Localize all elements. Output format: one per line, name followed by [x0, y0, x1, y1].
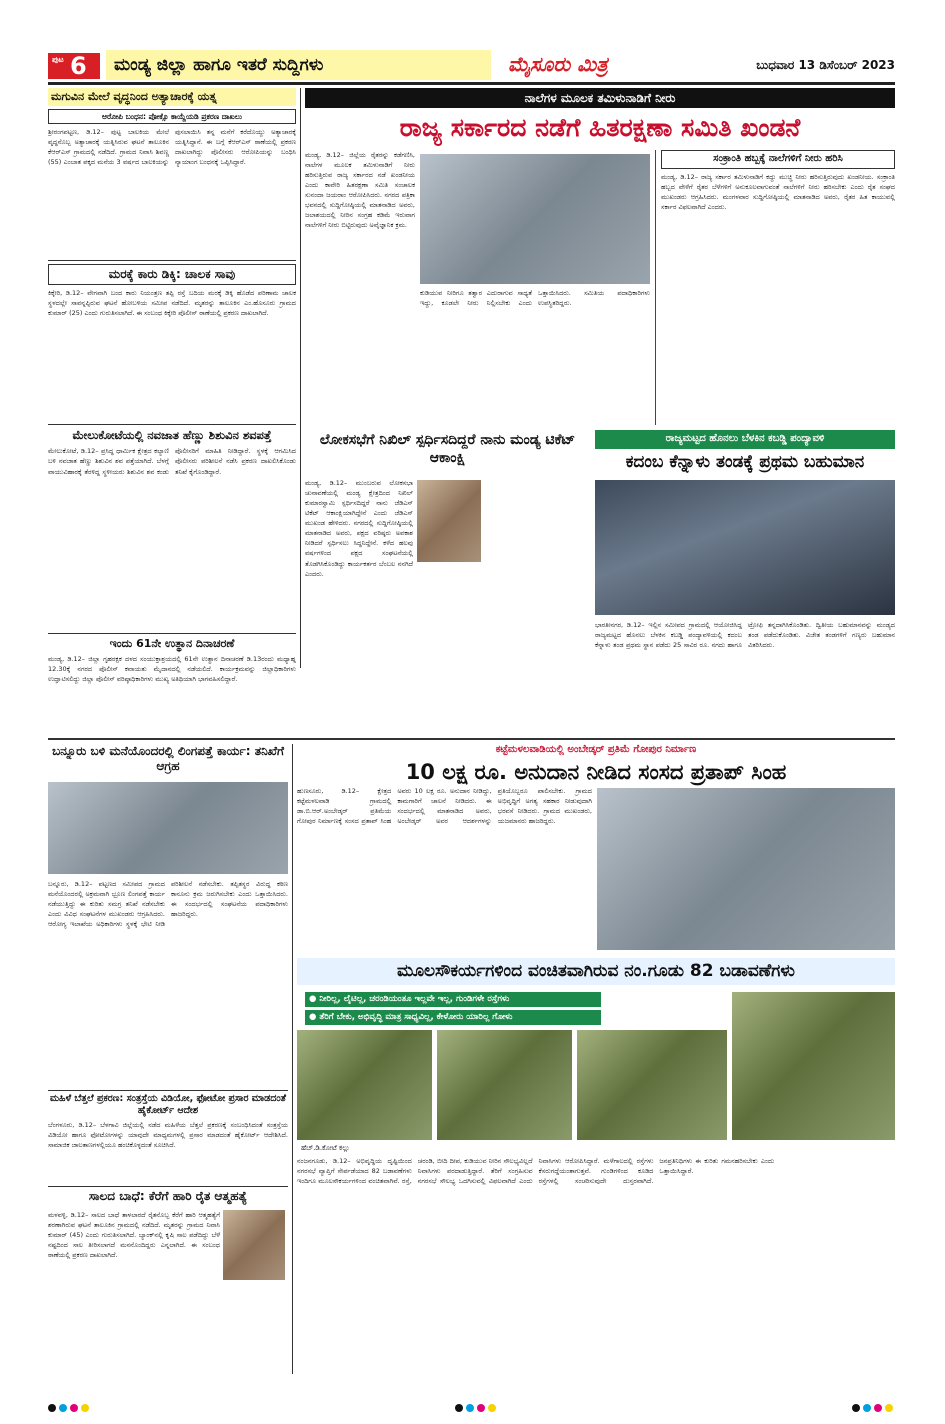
headline: ಬನ್ನೂರು ಬಳಿ ಮನೆಯೊಂದರಲ್ಲಿ ಲಿಂಗಪತ್ತೆ ಕಾರ್ಯ: ತನಿಖೆಗೆ ಆಗ್ರಹ — [52, 744, 284, 773]
body-column-2: ಕುಡಿಯುವ ನೀರಿಗೂ ತತ್ವಾರ ಎದುರಾಗುವ ಸಾಧ್ಯತೆ ಇದ್ದು, ಕೂಡಲೇ ನೀರು ನಿಲ್ಲಿಸಬೇಕು ಎಂದು ಒತ್ತಾಯಿಸಿದರು. ಸಮಿತಿಯ ಪದಾಧಿಕಾರಿಗಳು ಉಪಸ್ಥಿತರಿದ್ದರು. — [420, 289, 650, 308]
body: ಕಿಕ್ಕೇರಿ, ಡಿ.12– ವೇಗವಾಗಿ ಬಂದ ಕಾರು ನಿಯಂತ್ರಣ ತಪ್ಪಿ ರಸ್ತೆ ಬದಿಯ ಮರಕ್ಕೆ ಡಿಕ್ಕಿ ಹೊಡೆದ ಪರಿಣಾಮ ಚಾಲಕ ಸ್ಥಳದಲ್ಲೇ ಸಾವನ್ನಪ್ಪಿರುವ ಘಟನೆ ಹೋಬಳಿಯ ಸಮೀಪ ನಡೆದಿದೆ. ಮೃತರನ್ನು ತಾಲೂಕಿನ ಎಂ.ಹೊಸೂರು ಗ್ರಾಮದ ಕುಮಾರ್ (25) ಎಂದು ಗುರುತಿಸಲಾಗಿದೆ. ಈ ಸಂಬಂಧ ಕಿಕ್ಕೇರಿ ಪೊಲೀಸ್ ಠಾಣೆಯಲ್ಲಿ ಪ್ರಕರಣ ದಾಖಲಾಗಿದೆ. — [48, 289, 296, 318]
headline: ಮಗುವಿನ ಮೇಲೆ ವೃದ್ಧನಿಂದ ಅತ್ಯಾಚಾರಕ್ಕೆ ಯತ್ನ — [48, 88, 296, 106]
subhead: ಆರೋಪಿ ಬಂಧನ: ಪೋಕ್ಸೊ ಕಾಯ್ದೆಯಡಿ ಪ್ರಕರಣ ದಾಖಲು — [48, 109, 296, 124]
kicker: ರಾಜ್ಯಮಟ್ಟದ ಹೊನಲು ಬೆಳಕಿನ ಕಬಡ್ಡಿ ಪಂದ್ಯಾವಳಿ — [595, 430, 895, 449]
sidebar-headline: ಸಂಕ್ರಾಂತಿ ಹಬ್ಬಕ್ಕೆ ನಾಲೆಗಳಿಗೆ ನೀರು ಹರಿಸಿ — [661, 150, 895, 169]
body: ಬೆಂಗಳೂರು, ಡಿ.12– ಬೆಳಗಾವಿ ಜಿಲ್ಲೆಯಲ್ಲಿ ನಡೆದ ಮಹಿಳೆಯ ಬೆತ್ತಲೆ ಪ್ರಕರಣಕ್ಕೆ ಸಂಬಂಧಿಸಿದಂತೆ ಸಂತ್ರಸ್ತೆಯ ವಿಡಿಯೋ ಹಾಗೂ ಫೋಟೋಗಳನ್ನು ಯಾವುದೇ ಮಾಧ್ಯಮಗಳಲ್ಲಿ ಪ್ರಸಾರ ಮಾಡದಂತೆ ಹೈಕೋರ್ಟ್ ಆದೇಶಿಸಿದೆ. ಸಾಮಾಜಿಕ ಜಾಲತಾಣಗಳಲ್ಲಿಯೂ ಹಂಚಿಕೊಳ್ಳದಂತೆ ಸೂಚಿಸಿದೆ. — [48, 1120, 288, 1149]
article-layout82 — [297, 958, 895, 1378]
body: ಬನ್ನೂರು, ಡಿ.12– ಪಟ್ಟಣದ ಸಮೀಪದ ಗ್ರಾಮದ ಮನೆಯೊಂದರಲ್ಲಿ ಅಕ್ರಮವಾಗಿ ಭ್ರೂಣ ಲಿಂಗಪತ್ತೆ ಕಾರ್ಯ ನಡೆಯುತ್ತಿದ್ದು ಈ ಕುರಿತು ಸಮಗ್ರ ತನಿಖೆ ನಡೆಸಬೇಕು ಎಂದು ವಿವಿಧ ಸಂಘಟನೆಗಳ ಮುಖಂಡರು ಆಗ್ರಹಿಸಿದರು. ಆರೋಗ್ಯ ಇಲಾಖೆಯ ಅಧಿಕಾರಿಗಳು ಸ್ಥಳಕ್ಕೆ ಭೇಟಿ ನೀಡಿ ಪರಿಶೀಲನೆ ನಡೆಸಬೇಕು. ತಪ್ಪಿತಸ್ಥರ ವಿರುದ್ಧ ಕಠಿಣ ಕಾನೂನು ಕ್ರಮ ಜರುಗಿಸಬೇಕು ಎಂದು ಒತ್ತಾಯಿಸಿದರು. ಈ ಸಂದರ್ಭದಲ್ಲಿ ಸಂಘಟನೆಯ ಪದಾಧಿಕಾರಿಗಳು ಹಾಜರಿದ್ದರು. — [48, 880, 288, 929]
registration-marks-center — [455, 1404, 496, 1412]
ceremony-photo — [597, 788, 895, 950]
article-child-abuse — [48, 88, 296, 267]
divider — [48, 424, 296, 425]
road-photo-2 — [437, 1030, 572, 1140]
road-photo-1 — [297, 1030, 432, 1140]
headline: ಮರಕ್ಕೆ ಕಾರು ಡಿಕ್ಕಿ: ಚಾಲಕ ಸಾವು — [48, 264, 296, 285]
masthead — [48, 50, 895, 80]
road-photo-4 — [732, 992, 895, 1140]
bullet-2: ● ತೆರಿಗೆ ಬೇಕು, ಅಭಿವೃದ್ಧಿ ಮಾತ್ರ ಸಾಧ್ಯವಿಲ್ಲ, ಕೇಳೋರು ಯಾರಿಲ್ಲ ಗೋಳು — [305, 1010, 601, 1025]
section-title: ಮಂಡ್ಯ ಜಿಲ್ಲಾ ಹಾಗೂ ಇತರೆ ಸುದ್ದಿಗಳು — [106, 50, 491, 80]
road-photo-3 — [577, 1030, 727, 1140]
headline: 10 ಲಕ್ಷ ರೂ. ಅನುದಾನ ನೀಡಿದ ಸಂಸದ ಪ್ರತಾಪ್ ಸಿಂಹ — [405, 759, 787, 784]
registration-marks-right — [852, 1404, 893, 1412]
masthead-rule — [48, 82, 895, 85]
column-divider — [292, 744, 293, 1374]
article-newborn — [48, 428, 296, 616]
article-mahile — [48, 1090, 288, 1182]
headline: ರಾಜ್ಯ ಸರ್ಕಾರದ ನಡೆಗೆ ಹಿತರಕ್ಷಣಾ ಸಮಿತಿ ಖಂಡನೆ — [399, 113, 801, 142]
page-number-tag — [48, 53, 100, 79]
article-tamilnadu — [305, 88, 895, 428]
page-number: 6 — [70, 52, 87, 80]
headline: ಮೂಲಸೌಕರ್ಯಗಳಿಂದ ವಂಚಿತವಾಗಿರುವ ನಂ.ಗೂಡು 82 ಬಡಾವಣೆಗಳು — [297, 958, 895, 985]
headline: ಸಾಲದ ಬಾಧೆ: ಕೆರೆಗೆ ಹಾರಿ ರೈತ ಆತ್ಮಹತ್ಯೆ — [48, 1186, 288, 1204]
body: ನಂಜನಗೂಡು, ಡಿ.12– ಅಭಿವೃದ್ಧಿಯ ದೃಷ್ಟಿಯಿಂದ ನಗರಸಭೆ ವ್ಯಾಪ್ತಿಗೆ ಸೇರ್ಪಡೆಯಾದ 82 ಬಡಾವಣೆಗಳು ಇಂದಿಗೂ ಮೂಲಸೌಕರ್ಯಗಳಿಂದ ವಂಚಿತವಾಗಿವೆ. ರಸ್ತೆ, ಚರಂಡಿ, ಬೀದಿ ದೀಪ, ಕುಡಿಯುವ ನೀರಿನ ಸೌಲಭ್ಯವಿಲ್ಲದೆ ನಿವಾಸಿಗಳು ಪರದಾಡುತ್ತಿದ್ದಾರೆ. ತೆರಿಗೆ ಸಂಗ್ರಹಿಸುವ ನಗರಸಭೆ ಸೌಲಭ್ಯ ಒದಗಿಸುವಲ್ಲಿ ವಿಫಲವಾಗಿದೆ ಎಂದು ನಿವಾಸಿಗಳು ಆರೋಪಿಸಿದ್ದಾರೆ. ಮಳೆಗಾಲದಲ್ಲಿ ರಸ್ತೆಗಳು ಕೆಸರುಗದ್ದೆಯಂತಾಗುತ್ತವೆ. ಗುಂಡಿಗಳಿಂದ ಕೂಡಿದ ರಸ್ತೆಗಳಲ್ಲಿ ಸಂಚರಿಸುವುದೇ ದುಸ್ತರವಾಗಿದೆ. ಜನಪ್ರತಿನಿಧಿಗಳು ಈ ಕುರಿತು ಗಮನಹರಿಸಬೇಕು ಎಂದು ಒತ್ತಾಯಿಸಿದ್ದಾರೆ. — [297, 1157, 775, 1186]
registration-marks-left — [48, 1404, 89, 1412]
divider — [48, 260, 296, 261]
headline: ಮಹಿಳೆ ಬೆತ್ತಲೆ ಪ್ರಕರಣ: ಸಂತ್ರಸ್ತೆಯ ವಿಡಿಯೋ, ಫೋಟೋ ಪ್ರಸಾರ ಮಾಡದಂತೆ ಹೈಕೋರ್ಟ್ ಆದೇಶ — [48, 1090, 288, 1117]
column-divider — [300, 88, 301, 668]
headline: ಇಂದು 61ನೇ ಉತ್ಥಾನ ದಿನಾಚರಣೆ — [109, 637, 235, 650]
headline: ಕದಂಬ ಕೆನ್ನಾಳು ತಂಡಕ್ಕೆ ಪ್ರಥಮ ಬಹುಮಾನ — [625, 451, 865, 472]
sidebar-body: ಮಂಡ್ಯ, ಡಿ.12– ರಾಜ್ಯ ಸರ್ಕಾರ ತಮಿಳುನಾಡಿಗೆ ಕದ್ದು ಮುಚ್ಚಿ ನೀರು ಹರಿಸುತ್ತಿರುವುದು ಖಂಡನೀಯ. ಸಂಕ್ರಾಂತಿ ಹಬ್ಬದ ವೇಳೆಗೆ ರೈತರ ಬೆಳೆಗಳಿಗೆ ಅನುಕೂಲವಾಗುವಂತೆ ನಾಲೆಗಳಿಗೆ ನೀರು ಹರಿಸಬೇಕು ಎಂದು ರೈತ ಸಂಘದ ಮುಖಂಡರು ಆಗ್ರಹಿಸಿದರು. ಮಂಗಳವಾರ ಸುದ್ದಿಗೋಷ್ಠಿಯಲ್ಲಿ ಮಾತನಾಡಿದ ಅವರು, ರೈತರ ಹಿತ ಕಾಯುವಲ್ಲಿ ಸರ್ಕಾರ ವಿಫಲವಾಗಿದೆ ಎಂದರು. — [661, 172, 895, 211]
sidebar-sankranti — [655, 150, 895, 425]
article-nikhil — [305, 430, 590, 730]
kicker: ನಾಲೆಗಳ ಮೂಲಕ ತಮಿಳುನಾಡಿಗೆ ನೀರು — [305, 88, 895, 108]
meeting-photo — [48, 782, 288, 874]
article-bannur — [48, 744, 288, 1084]
team-photo — [595, 480, 895, 615]
body: ಮಂಡ್ಯ, ಡಿ.12– ಜಿಲ್ಲಾ ಗೃಹರಕ್ಷಕ ದಳದ ಸಂಯುಕ್ತಾಶ್ರಯದಲ್ಲಿ 61ನೇ ಉತ್ಥಾನ ದಿನಾಚರಣೆ ಡಿ.13ರಂದು ಮಧ್ಯಾಹ್ನ 12.30ಕ್ಕೆ ನಗರದ ಪೊಲೀಸ್ ಕವಾಯತು ಮೈದಾನದಲ್ಲಿ ನಡೆಯಲಿದೆ. ಕಾರ್ಯಕ್ರಮವನ್ನು ಜಿಲ್ಲಾಧಿಕಾರಿಗಳು ಉದ್ಘಾಟಿಸಲಿದ್ದು ಜಿಲ್ಲಾ ಪೊಲೀಸ್ ವರಿಷ್ಠಾಧಿಕಾರಿಗಳು ಮುಖ್ಯ ಅತಿಥಿಯಾಗಿ ಭಾಗವಹಿಸಲಿದ್ದಾರೆ. — [48, 654, 296, 683]
body: ಮೇಲುಕೋಟೆ, ಡಿ.12– ಪ್ರಸಿದ್ಧ ಧಾರ್ಮಿಕ ಕ್ಷೇತ್ರದ ಕಲ್ಯಾಣಿ ಬಳಿ ನವಜಾತ ಹೆಣ್ಣು ಶಿಶುವಿನ ಶವ ಪತ್ತೆಯಾಗಿದೆ. ಬೆಳಗ್ಗೆ ವಾಯುವಿಹಾರಕ್ಕೆ ತೆರಳಿದ್ದ ಸ್ಥಳೀಯರು ಶಿಶುವಿನ ಶವ ಕಂಡು ಪೊಲೀಸರಿಗೆ ಮಾಹಿತಿ ನೀಡಿದ್ದಾರೆ. ಸ್ಥಳಕ್ಕೆ ಆಗಮಿಸಿದ ಪೊಲೀಸರು ಪರಿಶೀಲನೆ ನಡೆಸಿ ಪ್ರಕರಣ ದಾಖಲಿಸಿಕೊಂಡು ತನಿಖೆ ಕೈಗೊಂಡಿದ್ದಾರೆ. — [48, 447, 296, 476]
paper-name: ಮೈಸೂರು ಮಿತ್ರ — [508, 52, 608, 76]
body: ಮಳವಳ್ಳಿ, ಡಿ.12– ಸಾಲದ ಬಾಧೆ ತಾಳಲಾರದೆ ರೈತನೊಬ್ಬ ಕೆರೆಗೆ ಹಾರಿ ಆತ್ಮಹತ್ಯೆಗೆ ಶರಣಾಗಿರುವ ಘಟನೆ ತಾಲೂಕಿನ ಗ್ರಾಮದಲ್ಲಿ ನಡೆದಿದೆ. ಮೃತರನ್ನು ಗ್ರಾಮದ ನಿವಾಸಿ ಕುಮಾರ್ (45) ಎಂದು ಗುರುತಿಸಲಾಗಿದೆ. ಬ್ಯಾಂಕ್‌ನಲ್ಲಿ ಕೃಷಿ ಸಾಲ ಪಡೆದಿದ್ದು ಬೆಳೆ ನಷ್ಟದಿಂದ ಸಾಲ ತೀರಿಸಲಾಗದೆ ಮನನೊಂದಿದ್ದರು ಎನ್ನಲಾಗಿದೆ. ಈ ಸಂಬಂಧ ಠಾಣೆಯಲ್ಲಿ ಪ್ರಕರಣ ದಾಖಲಾಗಿದೆ. — [48, 1211, 220, 1260]
portrait-photo — [417, 480, 481, 562]
article-kadamba — [595, 430, 895, 730]
article-pratap — [297, 744, 895, 954]
body: ಹುಣಸೂರು, ಡಿ.12– ಕ್ಷೇತ್ರದ ಕಟ್ಟೆಮಳಲವಾಡಿ ಗ್ರಾಮದಲ್ಲಿ ಡಾ.ಬಿ.ಆರ್.ಅಂಬೇಡ್ಕರ್ ಪ್ರತಿಮೆಯ ಗೋಪುರ ನಿರ್ಮಾಣಕ್ಕೆ ಸಂಸದ ಪ್ರತಾಪ್ ಸಿಂಹ ಅವರು 10 ಲಕ್ಷ ರೂ. ಅನುದಾನ ನೀಡಿದ್ದು, ಕಾಮಗಾರಿಗೆ ಚಾಲನೆ ನೀಡಿದರು. ಈ ಸಂದರ್ಭದಲ್ಲಿ ಮಾತನಾಡಿದ ಅವರು, ಅಂಬೇಡ್ಕರ್ ಅವರ ಆದರ್ಶಗಳನ್ನು ಪ್ರತಿಯೊಬ್ಬರೂ ಪಾಲಿಸಬೇಕು. ಗ್ರಾಮದ ಅಭಿವೃದ್ಧಿಗೆ ಅಗತ್ಯ ಸಹಕಾರ ನೀಡುವುದಾಗಿ ಭರವಸೆ ನೀಡಿದರು. ಗ್ರಾಮದ ಮುಖಂಡರು, ಯಜಮಾನರು ಹಾಜರಿದ್ದರು. — [297, 787, 592, 826]
body-column-1: ಮಂಡ್ಯ, ಡಿ.12– ಜಿಲ್ಲೆಯ ರೈತರನ್ನು ಕಡೆಗಣಿಸಿ, ನಾಲೆಗಳ ಮೂಲಕ ತಮಿಳುನಾಡಿಗೆ ನೀರು ಹರಿಸುತ್ತಿರುವ ರಾಜ್ಯ ಸರ್ಕಾರದ ನಡೆ ಖಂಡನೀಯ ಎಂದು ಕಾವೇರಿ ಹಿತರಕ್ಷಣಾ ಸಮಿತಿ ಸಂಚಾಲಕ ಸುನಂದಾ ಜಯರಾಂ ಆರೋಪಿಸಿದರು. ನಗರದ ಪತ್ರಿಕಾ ಭವನದಲ್ಲಿ ಸುದ್ದಿಗೋಷ್ಠಿಯಲ್ಲಿ ಮಾತನಾಡಿದ ಅವರು, ಜಲಾಶಯದಲ್ಲಿ ನೀರಿನ ಸಂಗ್ರಹ ಕಡಿಮೆ ಇರುವಾಗ ನಾಲೆಗಳಿಗೆ ನೀರು ಬಿಟ್ಟಿರುವುದು ಅವೈಜ್ಞಾನಿಕ ಕ್ರಮ. — [305, 151, 415, 230]
press-meet-photo — [420, 154, 650, 284]
body: ಶ್ರೀರಂಗಪಟ್ಟಣ, ಡಿ.12– ಪುಟ್ಟ ಬಾಲಕಿಯ ಮೇಲೆ ವೃದ್ಧನೊಬ್ಬ ಅತ್ಯಾಚಾರಕ್ಕೆ ಯತ್ನಿಸಿರುವ ಘಟನೆ ತಾಲೂಕಿನ ಕೆಆರ್‌ಎಸ್ ಗ್ರಾಮದಲ್ಲಿ ನಡೆದಿದೆ. ಗ್ರಾಮದ ನಿವಾಸಿ ಶಿವಣ್ಣ (55) ಎಂಬಾತ ಪಕ್ಕದ ಮನೆಯ 3 ವರ್ಷದ ಬಾಲಕಿಯನ್ನು ಪುಸಲಾಯಿಸಿ ತನ್ನ ಮನೆಗೆ ಕರೆದೊಯ್ದು ಅತ್ಯಾಚಾರಕ್ಕೆ ಯತ್ನಿಸಿದ್ದಾನೆ. ಈ ಬಗ್ಗೆ ಕೆಆರ್‌ಎಸ್ ಠಾಣೆಯಲ್ಲಿ ಪ್ರಕರಣ ದಾಖಲಾಗಿದ್ದು ಪೊಲೀಸರು ಆರೋಪಿಯನ್ನು ಬಂಧಿಸಿ ನ್ಯಾಯಾಂಗ ಬಂಧನಕ್ಕೆ ಒಪ್ಪಿಸಿದ್ದಾರೆ. — [48, 128, 296, 167]
photo-caption: ಹೆಚ್.ಡಿ.ಕೋಟೆ ಕಲ್ಲು — [301, 1144, 350, 1152]
article-farmer — [48, 1186, 288, 1376]
body: ಭಾರತೀನಗರ, ಡಿ.12– ಇಲ್ಲಿನ ಸಮೀಪದ ಗ್ರಾಮದಲ್ಲಿ ಆಯೋಜಿಸಿದ್ದ ರಾಜ್ಯಮಟ್ಟದ ಹೊನಲು ಬೆಳಕಿನ ಕಬಡ್ಡಿ ಪಂದ್ಯಾವಳಿಯಲ್ಲಿ ಕದಂಬ ಕೆನ್ನಾಳು ತಂಡ ಪ್ರಥಮ ಸ್ಥಾನ ಪಡೆದು 25 ಸಾವಿರ ರೂ. ನಗದು ಹಾಗೂ ಟ್ರೋಫಿ ತನ್ನದಾಗಿಸಿಕೊಂಡಿತು. ದ್ವಿತೀಯ ಬಹುಮಾನವನ್ನು ಮಂಡ್ಯದ ತಂಡ ಪಡೆದುಕೊಂಡಿತು. ವಿಜೇತ ತಂಡಗಳಿಗೆ ಗಣ್ಯರು ಬಹುಮಾನ ವಿತರಿಸಿದರು. — [595, 621, 895, 650]
farmer-portrait — [223, 1210, 285, 1280]
headline: ಮೇಲುಕೋಟೆಯಲ್ಲಿ ನವಜಾತ ಹೆಣ್ಣು ಶಿಶುವಿನ ಶವಪತ್ತೆ — [72, 428, 272, 442]
headline: ಲೋಕಸಭೆಗೆ ನಿಖಿಲ್ ಸ್ಪರ್ಧಿಸದಿದ್ದರೆ ನಾನು ಮಂಡ್ಯ ಟಿಕೆಟ್ ಆಕಾಂಕ್ಷಿ — [319, 432, 576, 466]
article-car-accident — [48, 264, 296, 438]
page-label: ಪುಟ — [52, 55, 64, 64]
bullet-1: ● ನೀರಿಲ್ಲ, ಲೈಟಿಲ್ಲ, ಚರಂಡಿಯಂತೂ ಇಲ್ಲವೇ ಇಲ್ಲ, ಗುಂಡಿಗಳೇ ರಸ್ತೆಗಳು — [305, 992, 601, 1007]
issue-date: ಬುಧವಾರ 13 ಡಿಸೆಂಬರ್ 2023 — [756, 58, 895, 72]
horizontal-divider — [48, 738, 895, 740]
divider — [48, 633, 296, 634]
body: ಮಂಡ್ಯ, ಡಿ.12– ಮುಂಬರುವ ಲೋಕಸಭಾ ಚುನಾವಣೆಯಲ್ಲಿ ಮಂಡ್ಯ ಕ್ಷೇತ್ರದಿಂದ ನಿಖಿಲ್ ಕುಮಾರಸ್ವಾಮಿ ಸ್ಪರ್ಧಿಸದಿದ್ದರೆ ನಾನು ಜೆಡಿಎಸ್ ಟಿಕೆಟ್ ಆಕಾಂಕ್ಷಿಯಾಗಿದ್ದೇನೆ ಎಂದು ಜೆಡಿಎಸ್ ಮುಖಂಡ ಹೇಳಿದರು. ನಗರದಲ್ಲಿ ಸುದ್ದಿಗೋಷ್ಠಿಯಲ್ಲಿ ಮಾತನಾಡಿದ ಅವರು, ಪಕ್ಷದ ವರಿಷ್ಠರು ಅವಕಾಶ ನೀಡಿದರೆ ಸ್ಪರ್ಧಿಸಲು ಸಿದ್ಧನಿದ್ದೇನೆ. ಕಳೆದ ಹಲವು ವರ್ಷಗಳಿಂದ ಪಕ್ಷದ ಸಂಘಟನೆಯಲ್ಲಿ ತೊಡಗಿಸಿಕೊಂಡಿದ್ದು ಕಾರ್ಯಕರ್ತರ ಬೆಂಬಲ ನನಗಿದೆ ಎಂದರು. — [305, 479, 413, 578]
kicker: ಕಟ್ಟೆಮಳಲವಾಡಿಯಲ್ಲಿ ಅಂಬೇಡ್ಕರ್ ಪ್ರತಿಮೆ ಗೋಪುರ ನಿರ್ಮಾಣ — [495, 744, 697, 755]
